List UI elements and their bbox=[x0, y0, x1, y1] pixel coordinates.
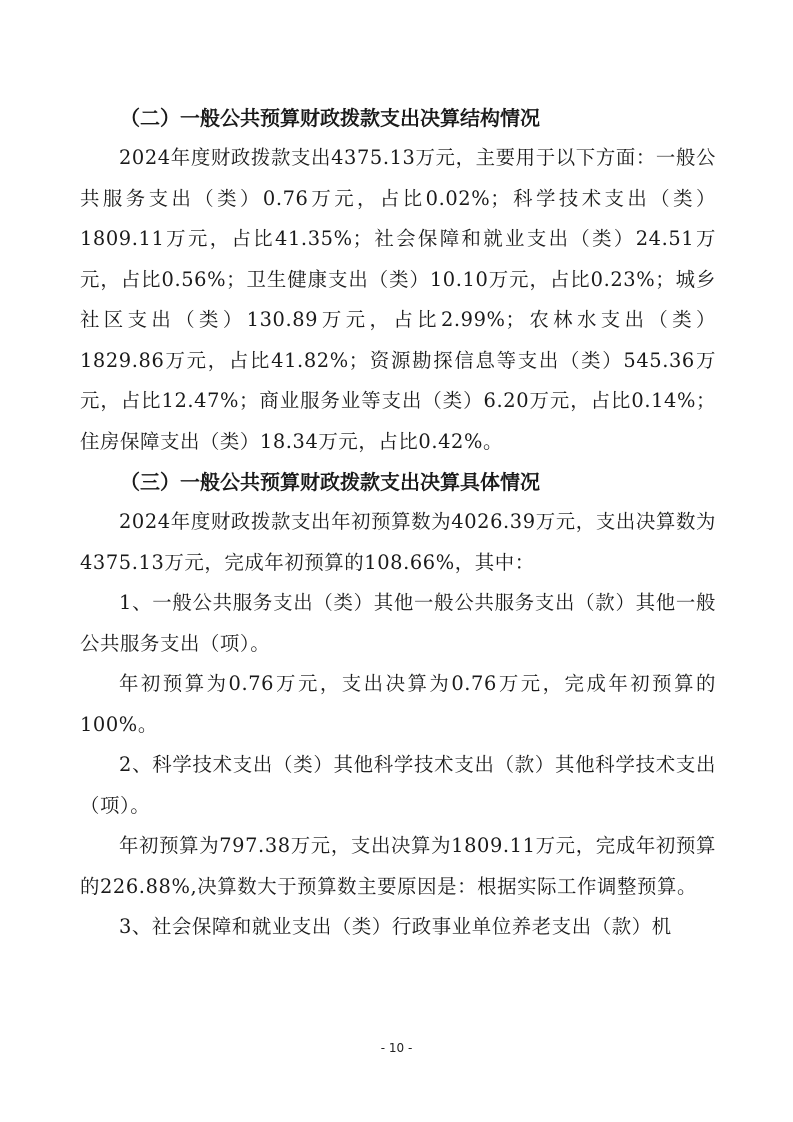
detail-summary-paragraph: 2024年度财政拨款支出年初预算数为4026.39万元，支出决算数为4375.13万元，完成年初预算的108.66%，其中： bbox=[80, 510, 716, 574]
item-2-detail: 年初预算为797.38万元，支出决算为1809.11万元，完成年初预算的226.88%,决算数大于预算数主要原因是：根据实际工作调整预算。 bbox=[80, 834, 716, 898]
document-body bbox=[80, 98, 716, 948]
item-2-title: 2、科学技术支出（类）其他科学技术支出（款）其他科学技术支出（项）。 bbox=[80, 753, 716, 817]
structure-summary-paragraph: 2024年度财政拨款支出4375.13万元，主要用于以下方面：一般公共服务支出（类）0.76万元，占比0.02%；科学技术支出（类）1809.11万元，占比41.35%；社会保障和就业支出（类）24.51万元，占比0.56%；卫生健康支出（类）10.10万元，占比0.23%；城乡社区支出（类）130.89万元，占比2.99%；农林水支出（类）1829.86万元，占比41.82%；资源勘探信息等支出（类）545.36万元，占比12.47%；商业服务业等支出（类）6.20万元，占比0.14%；住房保障支出（类）18.34万元，占比0.42%。 bbox=[80, 146, 716, 453]
item-3-title: 3、社会保障和就业支出（类）行政事业单位养老支出（款）机 bbox=[119, 915, 672, 938]
page-number: - 10 - bbox=[380, 1041, 413, 1055]
section-heading-3: （三）一般公共预算财政拨款支出决算具体情况 bbox=[120, 470, 540, 494]
section-heading-2: （二）一般公共预算财政拨款支出决算结构情况 bbox=[120, 106, 540, 130]
item-1-detail: 年初预算为0.76万元，支出决算为0.76万元，完成年初预算的100%。 bbox=[80, 672, 716, 736]
item-1-title: 1、一般公共服务支出（类）其他一般公共服务支出（款）其他一般公共服务支出（项）。 bbox=[80, 591, 716, 655]
